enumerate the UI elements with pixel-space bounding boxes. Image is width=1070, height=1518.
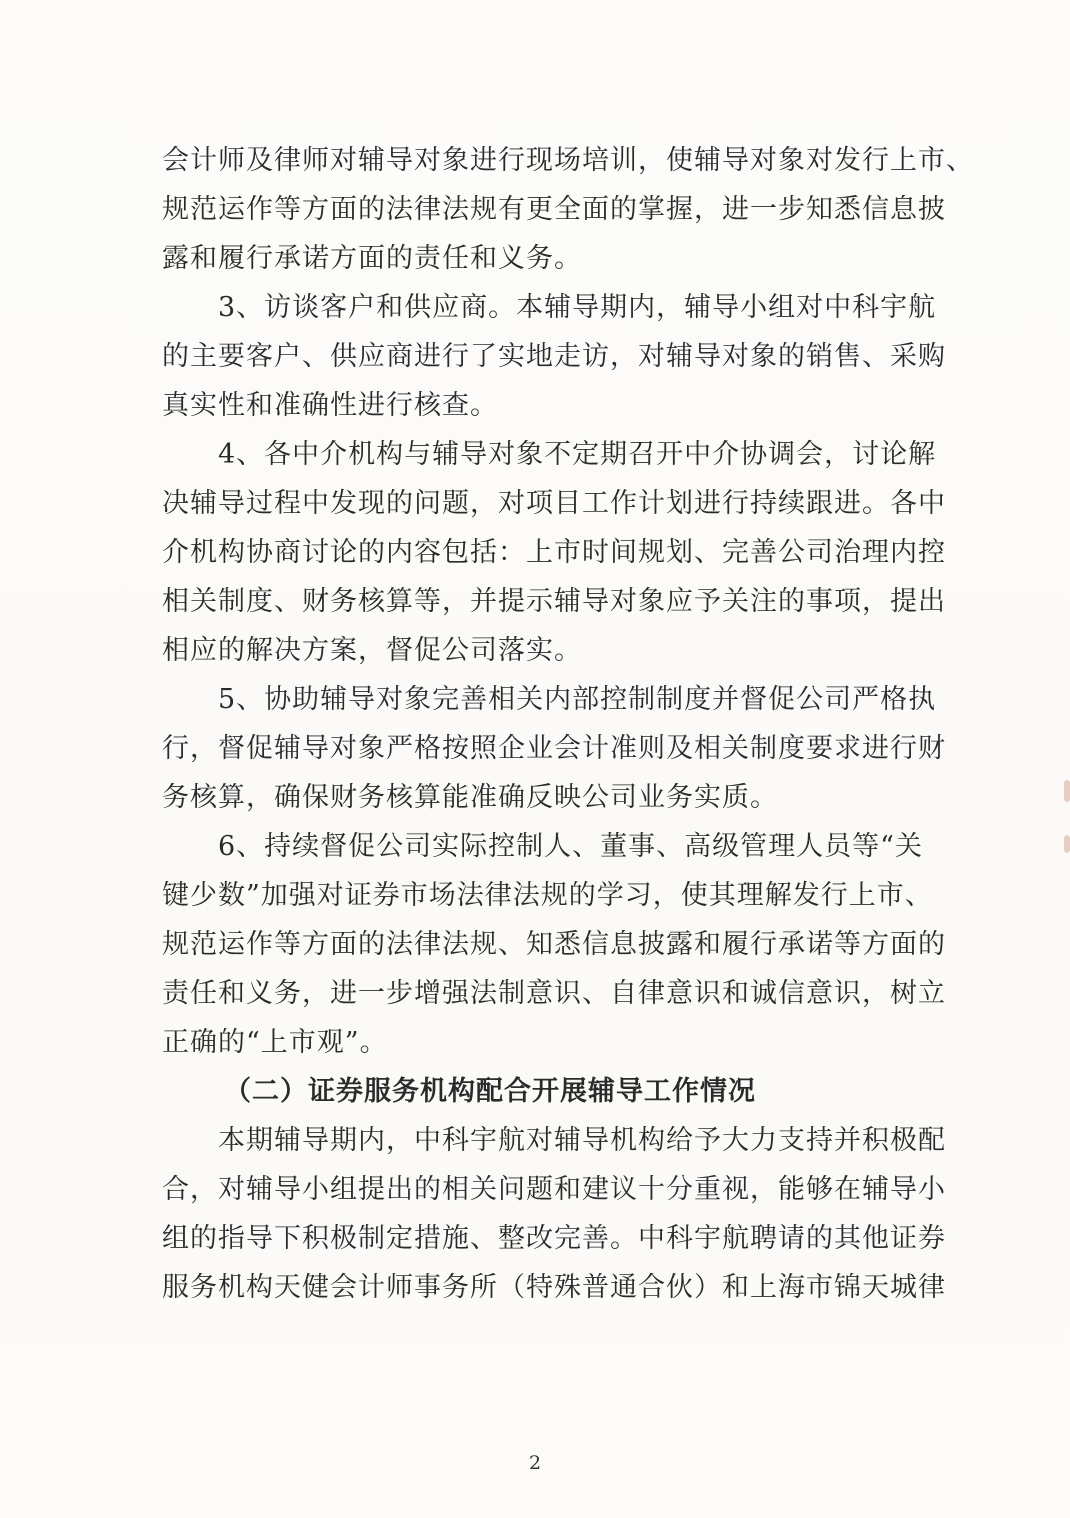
text-line: 5、协助辅导对象完善相关内部控制制度并督促公司严格执	[218, 684, 937, 715]
text-line: 3、访谈客户和供应商。本辅导期内，辅导小组对中科宇航	[218, 292, 937, 323]
text-line: 本期辅导期内，中科宇航对辅导机构给予大力支持并积极配	[218, 1125, 946, 1156]
page-number: 2	[528, 1452, 542, 1474]
text-line: 行，督促辅导对象严格按照企业会计准则及相关制度要求进行财	[162, 733, 946, 764]
text-line: 相关制度、财务核算等，并提示辅导对象应予关注的事项，提出	[162, 586, 946, 617]
text-line: 会计师及律师对辅导对象进行现场培训，使辅导对象对发行上市、	[162, 145, 974, 176]
text-line: 规范运作等方面的法律法规、知悉信息披露和履行承诺等方面的	[162, 929, 946, 960]
text-line: 相应的解决方案，督促公司落实。	[162, 635, 582, 666]
text-line: 6、持续督促公司实际控制人、董事、高级管理人员等“关	[218, 831, 923, 862]
text-line: 合，对辅导小组提出的相关问题和建议十分重视，能够在辅导小	[162, 1174, 946, 1205]
text-line: 介机构协商讨论的内容包括：上市时间规划、完善公司治理内控	[162, 537, 946, 568]
document-body	[162, 136, 974, 1312]
text-line: 露和履行承诺方面的责任和义务。	[162, 243, 582, 274]
text-line: 组的指导下积极制定措施、整改完善。中科宇航聘请的其他证券	[162, 1223, 946, 1254]
text-line: 4、各中介机构与辅导对象不定期召开中介协调会，讨论解	[218, 439, 937, 470]
edge-mark	[1064, 780, 1070, 802]
text-line: 的主要客户、供应商进行了实地走访，对辅导对象的销售、采购	[162, 341, 946, 372]
text-line: 务核算，确保财务核算能准确反映公司业务实质。	[162, 782, 778, 813]
text-line: 正确的“上市观”。	[162, 1027, 388, 1058]
text-line: 服务机构天健会计师事务所（特殊普通合伙）和上海市锦天城律	[162, 1272, 946, 1303]
text-line: 键少数”加强对证券市场法律法规的学习，使其理解发行上市、	[162, 880, 933, 911]
text-line: 真实性和准确性进行核查。	[162, 390, 498, 421]
text-line: 规范运作等方面的法律法规有更全面的掌握，进一步知悉信息披	[162, 194, 946, 225]
text-line: 决辅导过程中发现的问题，对项目工作计划进行持续跟进。各中	[162, 488, 946, 519]
edge-mark	[1064, 835, 1070, 853]
text-line: 责任和义务，进一步增强法制意识、自律意识和诚信意识，树立	[162, 978, 946, 1009]
section-heading: （二）证券服务机构配合开展辅导工作情况	[224, 1076, 756, 1107]
